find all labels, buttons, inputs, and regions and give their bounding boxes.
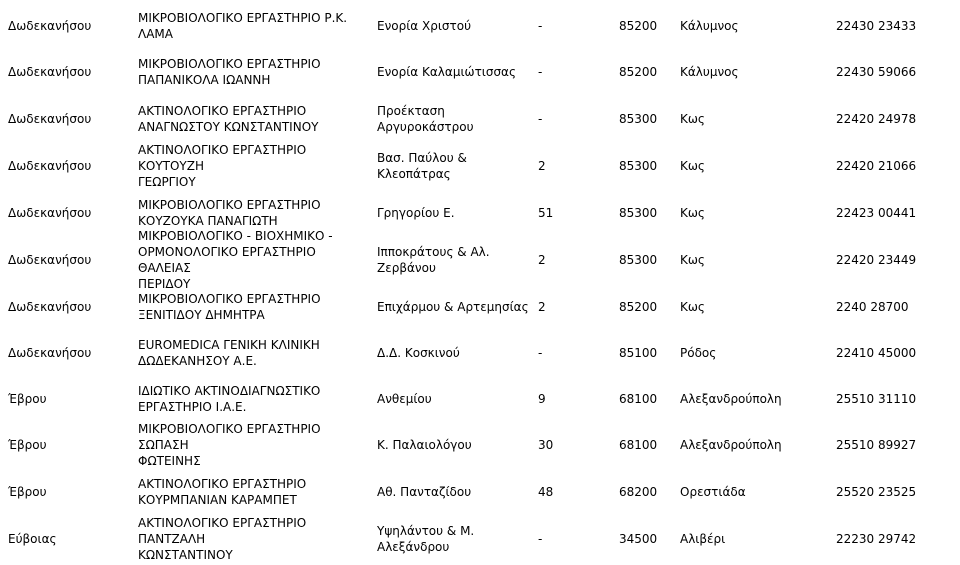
table-row <box>0 49 960 95</box>
street-cell <box>377 143 537 189</box>
street-cell-lines <box>377 345 460 361</box>
region-cell: Δωδεκανήσου <box>8 346 92 360</box>
lab-name-cell-line: ΞΕΝΙΤΙΔΟΥ ΔΗΜΗΤΡΑ <box>138 308 265 322</box>
table-row <box>0 469 960 515</box>
lab-name-cell-line: ΕΡΓΑΣΤΗΡΙΟ Ι.Α.Ε. <box>138 400 247 414</box>
lab-name-cell-line: ΟΡΜΟΝΟΛΟΓΙΚΟ ΕΡΓΑΣΤΗΡΙΟ ΘΑΛΕΙΑΣ <box>138 245 316 275</box>
street-number-cell: 2 <box>538 300 546 314</box>
region-cell: Δωδεκανήσου <box>8 19 92 33</box>
lab-name-cell-line: ΠΑΠΑΝΙΚΟΛΑ ΙΩΑΝΝΗ <box>138 73 271 87</box>
lab-name-cell-line: ΔΩΔΕΚΑΝΗΣΟΥ Α.Ε. <box>138 354 257 368</box>
lab-name-cell-lines <box>138 337 320 369</box>
lab-name-cell-line: ΛΑΜΑ <box>138 27 173 41</box>
lab-name-cell-line: ΜΙΚΡΟΒΙΟΛΟΓΙΚΟ - ΒΙΟΧΗΜΙΚΟ - <box>138 229 333 243</box>
phone-cell: 22420 23449 <box>836 253 917 267</box>
street-cell-lines <box>377 205 455 221</box>
city-cell: Κως <box>680 112 705 126</box>
lab-name-cell-line: ΑΚΤΙΝΟΛΟΓΙΚΟ ΕΡΓΑΣΤΗΡΙΟ ΠΑΝΤΖΑΛΗ <box>138 516 307 546</box>
street-cell-lines <box>377 391 432 407</box>
table-row <box>0 229 960 291</box>
city-cell: Κάλυμνος <box>680 19 739 33</box>
postal-code-cell: 34500 <box>619 532 658 546</box>
street-cell-line: Κλεοπάτρας <box>377 167 451 181</box>
lab-name-cell <box>138 330 368 376</box>
city-cell: Ρόδος <box>680 346 717 360</box>
street-cell <box>377 190 537 236</box>
city-cell: Κάλυμνος <box>680 65 739 79</box>
street-cell-line: Ιπποκράτους & Αλ. <box>377 245 490 259</box>
lab-name-cell-line: ΜΙΚΡΟΒΙΟΛΟΓΙΚΟ ΕΡΓΑΣΤΗΡΙΟ Ρ.Κ. <box>138 11 348 25</box>
street-cell <box>377 376 537 422</box>
lab-name-cell-line: ΑΚΤΙΝΟΛΟΓΙΚΟ ΕΡΓΑΣΤΗΡΙΟ <box>138 104 307 118</box>
lab-name-cell-line: ΦΩΤΕΙΝΗΣ <box>138 454 201 468</box>
postal-code-cell: 68100 <box>619 438 658 452</box>
postal-code-cell: 85200 <box>619 300 658 314</box>
phone-cell: 22230 29742 <box>836 532 917 546</box>
region-cell: Δωδεκανήσου <box>8 300 92 314</box>
region-cell: Έβρου <box>8 485 47 499</box>
region-cell: Δωδεκανήσου <box>8 65 92 79</box>
street-cell-lines <box>377 484 471 500</box>
lab-name-cell-lines <box>138 515 368 563</box>
lab-name-cell-line: ΚΟΥΡΜΠΑΝΙΑΝ ΚΑΡΑΜΠΕΤ <box>138 493 297 507</box>
phone-cell: 22420 21066 <box>836 159 917 173</box>
street-cell-line: Ζερβάνου <box>377 261 436 275</box>
street-number-cell: 2 <box>538 253 546 267</box>
street-cell <box>377 49 537 95</box>
lab-name-cell <box>138 3 368 49</box>
lab-name-cell <box>138 49 368 95</box>
street-cell <box>377 237 537 283</box>
table-row <box>0 330 960 376</box>
table-row <box>0 3 960 49</box>
table-row <box>0 284 960 330</box>
lab-name-cell <box>138 96 368 142</box>
lab-name-cell-lines <box>138 291 321 323</box>
street-cell-line: Υψηλάντου & Μ. <box>377 524 475 538</box>
lab-name-cell-line: ΚΟΥΖΟΥΚΑ ΠΑΝΑΓΙΩΤΗ <box>138 214 278 228</box>
postal-code-cell: 85300 <box>619 253 658 267</box>
street-cell-line: Γρηγορίου Ε. <box>377 206 455 220</box>
lab-name-cell-line: ΜΙΚΡΟΒΙΟΛΟΓΙΚΟ ΕΡΓΑΣΤΗΡΙΟ <box>138 292 321 306</box>
street-cell <box>377 330 537 376</box>
postal-code-cell: 85100 <box>619 346 658 360</box>
street-number-cell: - <box>538 19 543 33</box>
lab-name-cell-line: ΑΚΤΙΝΟΛΟΓΙΚΟ ΕΡΓΑΣΤΗΡΙΟ <box>138 477 307 491</box>
street-number-cell: 2 <box>538 159 546 173</box>
lab-name-cell-lines <box>138 142 368 190</box>
region-cell: Δωδεκανήσου <box>8 159 92 173</box>
phone-cell: 22430 59066 <box>836 65 917 79</box>
street-number-cell: - <box>538 112 543 126</box>
postal-code-cell: 85300 <box>619 112 658 126</box>
lab-name-cell-lines <box>138 197 321 229</box>
lab-name-cell <box>138 422 368 468</box>
lab-name-cell-line: EUROMEDICA ΓΕΝΙΚΗ ΚΛΙΝΙΚΗ <box>138 338 320 352</box>
phone-cell: 25510 31110 <box>836 392 917 406</box>
street-cell-line: Βασ. Παύλου & <box>377 151 467 165</box>
street-cell-lines <box>377 64 516 80</box>
lab-name-cell-lines <box>138 421 368 469</box>
lab-name-cell-lines <box>138 476 306 508</box>
lab-name-cell <box>138 284 368 330</box>
lab-name-cell-line: ΜΙΚΡΟΒΙΟΛΟΓΙΚΟ ΕΡΓΑΣΤΗΡΙΟ <box>138 198 321 212</box>
phone-cell: 2240 28700 <box>836 300 909 314</box>
postal-code-cell: 68100 <box>619 392 658 406</box>
street-cell <box>377 3 537 49</box>
lab-name-cell-lines <box>138 383 320 415</box>
city-cell: Κως <box>680 206 705 220</box>
city-cell: Ορεστιάδα <box>680 485 746 499</box>
table-row <box>0 422 960 468</box>
region-cell: Έβρου <box>8 392 47 406</box>
lab-name-cell-lines <box>138 103 318 135</box>
street-number-cell: - <box>538 65 543 79</box>
table-row <box>0 96 960 142</box>
street-cell-lines <box>377 299 529 315</box>
postal-code-cell: 85200 <box>619 65 658 79</box>
city-cell: Αλεξανδρούπολη <box>680 438 782 452</box>
lab-name-cell-line: ΓΕΩΡΓΙΟΥ <box>138 175 196 189</box>
lab-name-cell <box>138 469 368 515</box>
city-cell: Κως <box>680 159 705 173</box>
street-cell <box>377 96 537 142</box>
street-cell-line: Αλεξάνδρου <box>377 540 450 554</box>
lab-name-cell-lines <box>138 228 368 292</box>
lab-name-cell-line: ΑΝΑΓΝΩΣΤΟΥ ΚΩΝΣΤΑΝΤΙΝΟΥ <box>138 120 319 134</box>
region-cell: Δωδεκανήσου <box>8 112 92 126</box>
table-row <box>0 143 960 189</box>
lab-name-cell <box>138 143 368 189</box>
lab-name-cell-line: ΠΕΡΙΔΟΥ <box>138 277 191 291</box>
lab-name-cell-line: ΜΙΚΡΟΒΙΟΛΟΓΙΚΟ ΕΡΓΑΣΤΗΡΙΟ ΣΩΠΑΣΗ <box>138 422 321 452</box>
postal-code-cell: 85200 <box>619 19 658 33</box>
region-cell: Δωδεκανήσου <box>8 206 92 220</box>
lab-name-cell <box>138 376 368 422</box>
region-cell: Εύβοιας <box>8 532 57 546</box>
street-cell <box>377 422 537 468</box>
street-cell-lines <box>377 103 474 135</box>
street-number-cell: - <box>538 532 543 546</box>
street-cell-lines <box>377 18 471 34</box>
street-cell-line: Ενορία Καλαμιώτισσας <box>377 65 517 79</box>
phone-cell: 25510 89927 <box>836 438 917 452</box>
lab-name-cell <box>138 516 368 562</box>
street-cell-lines <box>377 437 472 453</box>
street-cell-line: Προέκταση <box>377 104 445 118</box>
lab-name-cell-line: ΑΚΤΙΝΟΛΟΓΙΚΟ ΕΡΓΑΣΤΗΡΙΟ ΚΟΥΤΟΥΖΗ <box>138 143 307 173</box>
phone-cell: 25520 23525 <box>836 485 917 499</box>
street-cell <box>377 284 537 330</box>
city-cell: Κως <box>680 300 705 314</box>
city-cell: Αλεξανδρούπολη <box>680 392 782 406</box>
postal-code-cell: 85300 <box>619 206 658 220</box>
street-number-cell: 48 <box>538 485 554 499</box>
street-number-cell: 9 <box>538 392 546 406</box>
street-cell-lines <box>377 150 467 182</box>
street-cell-lines <box>377 523 474 555</box>
street-number-cell: 30 <box>538 438 554 452</box>
street-number-cell: 51 <box>538 206 554 220</box>
street-cell-line: Κ. Παλαιολόγου <box>377 438 472 452</box>
street-cell <box>377 469 537 515</box>
region-cell: Έβρου <box>8 438 47 452</box>
lab-name-cell-lines <box>138 56 321 88</box>
street-cell-line: Επιχάρμου & Αρτεμησίας <box>377 300 529 314</box>
street-cell-line: Αθ. Πανταζίδου <box>377 485 472 499</box>
region-cell: Δωδεκανήσου <box>8 253 92 267</box>
phone-cell: 22423 00441 <box>836 206 917 220</box>
street-cell-lines <box>377 244 490 276</box>
phone-cell: 22420 24978 <box>836 112 917 126</box>
lab-name-cell-lines <box>138 10 347 42</box>
street-number-cell: - <box>538 346 543 360</box>
street-cell-line: Ανθεμίου <box>377 392 432 406</box>
street-cell-line: Δ.Δ. Κοσκινού <box>377 346 460 360</box>
city-cell: Αλιβέρι <box>680 532 726 546</box>
postal-code-cell: 68200 <box>619 485 658 499</box>
table-row <box>0 376 960 422</box>
phone-cell: 22430 23433 <box>836 19 917 33</box>
table-row <box>0 516 960 562</box>
lab-name-cell <box>138 229 368 291</box>
street-cell-line: Ενορία Χριστού <box>377 19 472 33</box>
lab-name-cell-line: ΙΔΙΩΤΙΚΟ ΑΚΤΙΝΟΔΙΑΓΝΩΣΤΙΚΟ <box>138 384 321 398</box>
street-cell <box>377 516 537 562</box>
street-cell-line: Αργυροκάστρου <box>377 120 474 134</box>
phone-cell: 22410 45000 <box>836 346 917 360</box>
lab-name-cell-line: ΚΩΝΣΤΑΝΤΙΝΟΥ <box>138 548 233 562</box>
postal-code-cell: 85300 <box>619 159 658 173</box>
lab-name-cell-line: ΜΙΚΡΟΒΙΟΛΟΓΙΚΟ ΕΡΓΑΣΤΗΡΙΟ <box>138 57 321 71</box>
city-cell: Κως <box>680 253 705 267</box>
